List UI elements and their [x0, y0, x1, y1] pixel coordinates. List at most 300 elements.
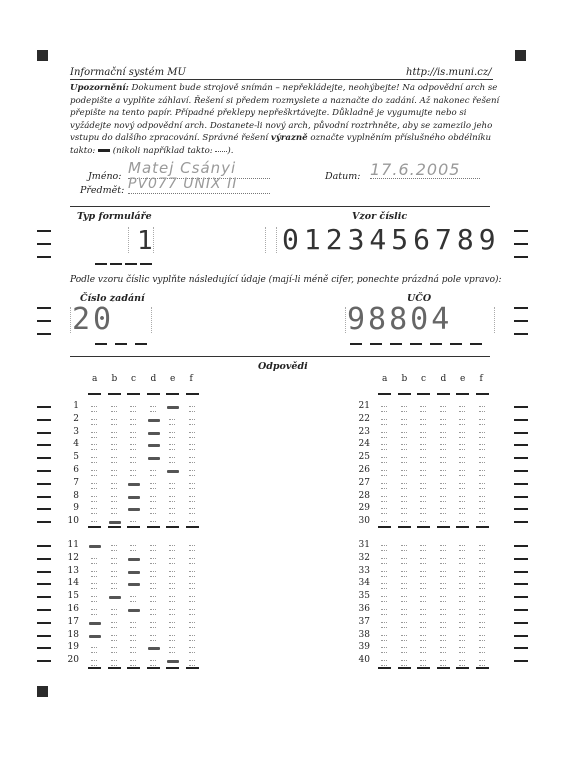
answer-box[interactable] — [420, 508, 426, 514]
answer-box[interactable] — [440, 596, 446, 602]
answer-box[interactable] — [401, 406, 407, 412]
answer-box[interactable] — [169, 457, 175, 463]
answer-box[interactable] — [401, 609, 407, 615]
answer-box[interactable] — [420, 583, 426, 589]
answer-box[interactable] — [381, 432, 387, 438]
answer-box[interactable] — [479, 432, 485, 438]
answer-box[interactable] — [169, 583, 175, 589]
answer-box[interactable] — [169, 609, 175, 615]
answer-box[interactable] — [130, 444, 136, 450]
answer-box-filled[interactable] — [167, 406, 179, 409]
answer-box-filled[interactable] — [89, 622, 101, 625]
timing-mark — [514, 230, 528, 232]
task-number-label: Číslo zadání — [80, 293, 145, 304]
answer-box[interactable] — [130, 660, 136, 666]
answer-box[interactable] — [440, 660, 446, 666]
question-number: 36 — [358, 604, 370, 614]
answer-box[interactable] — [420, 470, 426, 476]
answer-box[interactable] — [150, 583, 156, 589]
answer-box[interactable] — [420, 635, 426, 641]
notice-label: Upozornění: — [70, 83, 129, 93]
question-number: 20 — [67, 655, 79, 666]
answer-box[interactable] — [381, 647, 387, 653]
answer-box[interactable] — [189, 419, 195, 425]
answer-box[interactable] — [189, 457, 195, 463]
timing-mark — [514, 470, 528, 472]
answer-box[interactable] — [401, 444, 407, 450]
answer-box[interactable] — [189, 508, 195, 514]
answer-box[interactable] — [479, 483, 485, 489]
question-number: 1 — [73, 401, 79, 411]
answer-box[interactable] — [91, 496, 97, 502]
answer-box[interactable] — [150, 660, 156, 666]
answer-box[interactable] — [169, 483, 175, 489]
answer-box[interactable] — [401, 483, 407, 489]
answer-box[interactable] — [189, 647, 195, 653]
answer-box[interactable] — [111, 571, 117, 577]
answer-box[interactable] — [479, 660, 485, 666]
question-number: 2 — [73, 413, 79, 424]
column-timing-mark — [186, 393, 199, 395]
answer-box[interactable] — [401, 635, 407, 641]
answer-box[interactable] — [459, 596, 465, 602]
answer-box[interactable] — [440, 622, 446, 628]
answer-box[interactable] — [401, 596, 407, 602]
answer-box[interactable] — [381, 635, 387, 641]
answer-box[interactable] — [479, 470, 485, 476]
answer-box[interactable] — [479, 622, 485, 628]
timing-mark — [37, 483, 51, 485]
question-number: 10 — [67, 516, 79, 527]
answer-box[interactable] — [381, 508, 387, 514]
answer-box[interactable] — [150, 470, 156, 476]
uco-value[interactable]: 98804 — [347, 302, 453, 337]
task-number-value[interactable]: 20 — [72, 302, 115, 337]
answer-box[interactable] — [189, 444, 195, 450]
answer-box[interactable] — [401, 660, 407, 666]
answer-box[interactable] — [111, 622, 117, 628]
subject-label: Předmět: — [80, 185, 125, 196]
answer-box[interactable] — [420, 545, 426, 551]
block-timing-mark — [108, 526, 121, 528]
answer-box[interactable] — [111, 609, 117, 615]
answer-box[interactable] — [169, 545, 175, 551]
answer-box[interactable] — [111, 508, 117, 514]
answer-box[interactable] — [381, 545, 387, 551]
answer-box[interactable] — [189, 660, 195, 666]
answer-box[interactable] — [459, 571, 465, 577]
answer-box[interactable] — [440, 545, 446, 551]
answer-box[interactable] — [169, 635, 175, 641]
answer-box[interactable] — [130, 545, 136, 551]
answer-box[interactable] — [479, 635, 485, 641]
answer-box[interactable] — [111, 545, 117, 551]
answer-box[interactable] — [459, 419, 465, 425]
answer-box[interactable] — [130, 622, 136, 628]
answer-box[interactable] — [150, 596, 156, 602]
answer-box[interactable] — [91, 444, 97, 450]
answer-box[interactable] — [401, 647, 407, 653]
timing-mark — [514, 483, 528, 485]
answer-box-filled[interactable] — [148, 444, 160, 447]
answer-box[interactable] — [169, 432, 175, 438]
answer-box[interactable] — [440, 457, 446, 463]
block-timing-mark — [127, 526, 140, 528]
answer-box[interactable] — [459, 406, 465, 412]
answer-box[interactable] — [479, 419, 485, 425]
answer-box[interactable] — [381, 483, 387, 489]
answers-top-rule — [70, 356, 490, 357]
answer-box[interactable] — [440, 571, 446, 577]
answer-box-filled[interactable] — [167, 660, 179, 663]
answer-box[interactable] — [420, 444, 426, 450]
column-timing-mark — [398, 393, 411, 395]
answer-box[interactable] — [91, 558, 97, 564]
answer-box[interactable] — [169, 622, 175, 628]
field-timing-mark — [110, 263, 122, 265]
question-number: 39 — [358, 642, 370, 653]
answer-box[interactable] — [111, 635, 117, 641]
answer-box[interactable] — [91, 609, 97, 615]
column-timing-mark — [147, 393, 160, 395]
answer-box[interactable] — [169, 508, 175, 514]
answer-box[interactable] — [381, 596, 387, 602]
question-number: 12 — [67, 552, 79, 563]
answer-box[interactable] — [111, 558, 117, 564]
answer-box[interactable] — [401, 470, 407, 476]
question-number: 11 — [67, 540, 79, 550]
answer-box[interactable] — [420, 647, 426, 653]
field-timing-mark — [410, 343, 422, 345]
answer-box[interactable] — [111, 470, 117, 476]
answer-box[interactable] — [459, 496, 465, 502]
answer-box[interactable] — [440, 406, 446, 412]
answer-box[interactable] — [401, 419, 407, 425]
answer-box[interactable] — [459, 635, 465, 641]
timing-mark — [37, 558, 51, 560]
answer-box[interactable] — [189, 432, 195, 438]
answer-box[interactable] — [479, 496, 485, 502]
timing-mark — [37, 609, 51, 611]
answer-box[interactable] — [189, 483, 195, 489]
answer-box[interactable] — [130, 432, 136, 438]
answer-box[interactable] — [111, 496, 117, 502]
answer-box-filled[interactable] — [148, 457, 160, 460]
answer-box[interactable] — [401, 496, 407, 502]
block-timing-mark — [166, 526, 179, 528]
answer-box[interactable] — [111, 419, 117, 425]
answer-box-filled[interactable] — [148, 419, 160, 422]
answer-box[interactable] — [111, 660, 117, 666]
answer-box[interactable] — [479, 457, 485, 463]
timing-mark — [514, 622, 528, 624]
answer-box[interactable] — [189, 596, 195, 602]
answer-box[interactable] — [459, 609, 465, 615]
answer-box[interactable] — [440, 470, 446, 476]
name-label: Jméno: — [88, 171, 122, 182]
answer-box[interactable] — [169, 596, 175, 602]
answer-box[interactable] — [420, 432, 426, 438]
answer-box[interactable] — [479, 596, 485, 602]
answer-box[interactable] — [189, 571, 195, 577]
answer-box[interactable] — [440, 647, 446, 653]
answer-box[interactable] — [150, 483, 156, 489]
answer-box-filled[interactable] — [128, 609, 140, 612]
answer-box[interactable] — [381, 571, 387, 577]
answer-box[interactable] — [479, 545, 485, 551]
answer-box[interactable] — [169, 419, 175, 425]
answer-box[interactable] — [420, 596, 426, 602]
fields-rule — [70, 206, 490, 207]
answer-box-filled[interactable] — [128, 583, 140, 586]
block-timing-mark — [88, 526, 101, 528]
answer-box[interactable] — [91, 457, 97, 463]
answer-box[interactable] — [459, 508, 465, 514]
answer-box[interactable] — [189, 470, 195, 476]
answer-box[interactable] — [381, 419, 387, 425]
answer-box[interactable] — [91, 470, 97, 476]
answer-box[interactable] — [150, 406, 156, 412]
answer-box[interactable] — [381, 406, 387, 412]
answer-box-filled[interactable] — [89, 545, 101, 548]
answer-box[interactable] — [91, 406, 97, 412]
answer-box[interactable] — [479, 609, 485, 615]
block-timing-mark — [476, 526, 489, 528]
answer-box[interactable] — [440, 496, 446, 502]
answer-box[interactable] — [91, 419, 97, 425]
answer-box[interactable] — [459, 545, 465, 551]
answer-box[interactable] — [420, 609, 426, 615]
answer-box[interactable] — [459, 457, 465, 463]
notice-strong: výrazně — [270, 133, 308, 144]
answer-box[interactable] — [111, 647, 117, 653]
answer-box[interactable] — [91, 596, 97, 602]
answer-box[interactable] — [420, 571, 426, 577]
answer-box[interactable] — [150, 635, 156, 641]
answer-box[interactable] — [150, 609, 156, 615]
answer-box[interactable] — [130, 419, 136, 425]
answer-box[interactable] — [479, 558, 485, 564]
answer-box[interactable] — [130, 596, 136, 602]
answer-box-filled[interactable] — [109, 596, 121, 599]
answer-box[interactable] — [479, 583, 485, 589]
answer-box[interactable] — [401, 622, 407, 628]
block-timing-mark — [417, 667, 430, 669]
answer-box[interactable] — [479, 444, 485, 450]
answer-box[interactable] — [150, 558, 156, 564]
answer-box[interactable] — [459, 583, 465, 589]
answer-box[interactable] — [189, 622, 195, 628]
answer-box[interactable] — [401, 571, 407, 577]
example-filled-box — [98, 149, 110, 152]
answer-box[interactable] — [479, 647, 485, 653]
answer-box[interactable] — [150, 508, 156, 514]
answer-box[interactable] — [130, 647, 136, 653]
question-number: 9 — [73, 503, 79, 514]
question-number: 33 — [358, 565, 370, 576]
answer-box-filled[interactable] — [128, 483, 140, 486]
answer-box-filled[interactable] — [148, 432, 160, 435]
answer-box[interactable] — [440, 558, 446, 564]
question-number: 23 — [358, 426, 370, 437]
answer-box-filled[interactable] — [128, 558, 140, 561]
answer-box[interactable] — [381, 457, 387, 463]
answer-box[interactable] — [401, 508, 407, 514]
answer-box[interactable] — [91, 571, 97, 577]
timing-mark — [514, 320, 528, 322]
answer-box-filled[interactable] — [167, 470, 179, 473]
answer-box[interactable] — [459, 647, 465, 653]
block-timing-mark — [147, 667, 160, 669]
answer-box[interactable] — [189, 609, 195, 615]
answer-box[interactable] — [381, 583, 387, 589]
timing-mark — [514, 521, 528, 523]
timing-mark — [37, 307, 51, 309]
answer-box[interactable] — [91, 583, 97, 589]
answer-box[interactable] — [189, 558, 195, 564]
block-timing-mark — [417, 526, 430, 528]
answer-box[interactable] — [381, 470, 387, 476]
answer-box[interactable] — [111, 432, 117, 438]
field-timing-mark — [95, 343, 107, 345]
block-timing-mark — [437, 667, 450, 669]
answer-box[interactable] — [440, 444, 446, 450]
answer-box[interactable] — [169, 571, 175, 577]
block-timing-mark — [88, 667, 101, 669]
answer-box[interactable] — [420, 483, 426, 489]
answer-box[interactable] — [111, 444, 117, 450]
answer-box[interactable] — [440, 609, 446, 615]
column-letter-left-d: d — [150, 374, 157, 384]
answer-box[interactable] — [459, 432, 465, 438]
answer-box[interactable] — [130, 470, 136, 476]
field-timing-mark — [470, 343, 482, 345]
timing-mark — [514, 596, 528, 598]
answer-box[interactable] — [150, 622, 156, 628]
answer-box[interactable] — [401, 432, 407, 438]
date-value[interactable]: 17.6.2005 — [370, 160, 461, 179]
answer-box[interactable] — [150, 571, 156, 577]
answer-box[interactable] — [189, 406, 195, 412]
answer-box[interactable] — [479, 508, 485, 514]
answer-box[interactable] — [189, 635, 195, 641]
column-letter-right-c: c — [421, 374, 427, 384]
answer-box[interactable] — [381, 622, 387, 628]
answer-box[interactable] — [440, 635, 446, 641]
answer-box[interactable] — [459, 558, 465, 564]
timing-mark — [514, 419, 528, 421]
answer-box[interactable] — [169, 496, 175, 502]
answer-box[interactable] — [169, 444, 175, 450]
column-letter-left-a: a — [92, 374, 98, 384]
answer-box[interactable] — [440, 419, 446, 425]
digit-sample-label: Vzor číslic — [352, 211, 408, 222]
answer-box[interactable] — [401, 558, 407, 564]
answer-box[interactable] — [459, 470, 465, 476]
answer-box[interactable] — [479, 406, 485, 412]
answer-box[interactable] — [169, 558, 175, 564]
answer-box[interactable] — [401, 545, 407, 551]
subject-value[interactable]: PV077 UNIX II — [128, 176, 238, 192]
answer-box-filled[interactable] — [109, 521, 121, 524]
answer-box[interactable] — [420, 622, 426, 628]
answer-box[interactable] — [420, 558, 426, 564]
date-label: Datum: — [325, 171, 361, 182]
answer-box[interactable] — [479, 571, 485, 577]
answer-box[interactable] — [440, 583, 446, 589]
answer-box[interactable] — [459, 444, 465, 450]
answer-box[interactable] — [189, 583, 195, 589]
answer-box[interactable] — [91, 660, 97, 666]
block-timing-mark — [398, 526, 411, 528]
answer-box[interactable] — [459, 660, 465, 666]
answer-box-filled[interactable] — [128, 571, 140, 574]
answer-box-filled[interactable] — [89, 635, 101, 638]
answer-box[interactable] — [91, 483, 97, 489]
answer-box[interactable] — [381, 660, 387, 666]
answer-box[interactable] — [150, 545, 156, 551]
answer-box[interactable] — [420, 660, 426, 666]
question-number: 35 — [358, 591, 370, 602]
timing-mark — [37, 521, 51, 523]
answer-box[interactable] — [381, 496, 387, 502]
answer-box[interactable] — [381, 444, 387, 450]
answer-box[interactable] — [111, 406, 117, 412]
answer-box[interactable] — [91, 508, 97, 514]
timing-mark — [514, 406, 528, 408]
timing-mark — [37, 406, 51, 408]
answer-box[interactable] — [91, 647, 97, 653]
answer-box-filled[interactable] — [148, 647, 160, 650]
field-timing-mark — [350, 343, 362, 345]
question-number: 21 — [358, 401, 370, 411]
timing-mark — [37, 333, 51, 335]
column-letter-right-d: d — [440, 374, 447, 384]
answer-box[interactable] — [130, 457, 136, 463]
answer-box[interactable] — [440, 483, 446, 489]
answer-box-filled[interactable] — [128, 508, 140, 511]
answer-box[interactable] — [189, 496, 195, 502]
answer-box[interactable] — [420, 406, 426, 412]
answer-box[interactable] — [459, 622, 465, 628]
answer-box[interactable] — [91, 432, 97, 438]
answer-box[interactable] — [150, 496, 156, 502]
answer-box[interactable] — [440, 508, 446, 514]
answer-box[interactable] — [111, 583, 117, 589]
answer-box[interactable] — [130, 635, 136, 641]
answer-box[interactable] — [440, 432, 446, 438]
timing-mark — [514, 583, 528, 585]
answer-box[interactable] — [111, 457, 117, 463]
answer-box[interactable] — [381, 609, 387, 615]
answer-box[interactable] — [420, 419, 426, 425]
answer-box[interactable] — [169, 647, 175, 653]
answer-box-filled[interactable] — [128, 496, 140, 499]
answer-box[interactable] — [401, 457, 407, 463]
answer-box[interactable] — [381, 558, 387, 564]
answer-box[interactable] — [130, 406, 136, 412]
answer-box[interactable] — [420, 496, 426, 502]
answer-box[interactable] — [420, 457, 426, 463]
question-number: 24 — [358, 439, 370, 450]
answer-box[interactable] — [459, 483, 465, 489]
answer-box[interactable] — [401, 583, 407, 589]
answer-box[interactable] — [111, 483, 117, 489]
answer-box[interactable] — [189, 545, 195, 551]
instruction-text: Podle vzoru číslic vyplňte následující údaje (mají-li méně cifer, ponechte prázdná pole vpravo): — [70, 275, 502, 285]
name-value[interactable]: Matej Csányi — [128, 159, 237, 177]
timing-mark — [37, 496, 51, 498]
